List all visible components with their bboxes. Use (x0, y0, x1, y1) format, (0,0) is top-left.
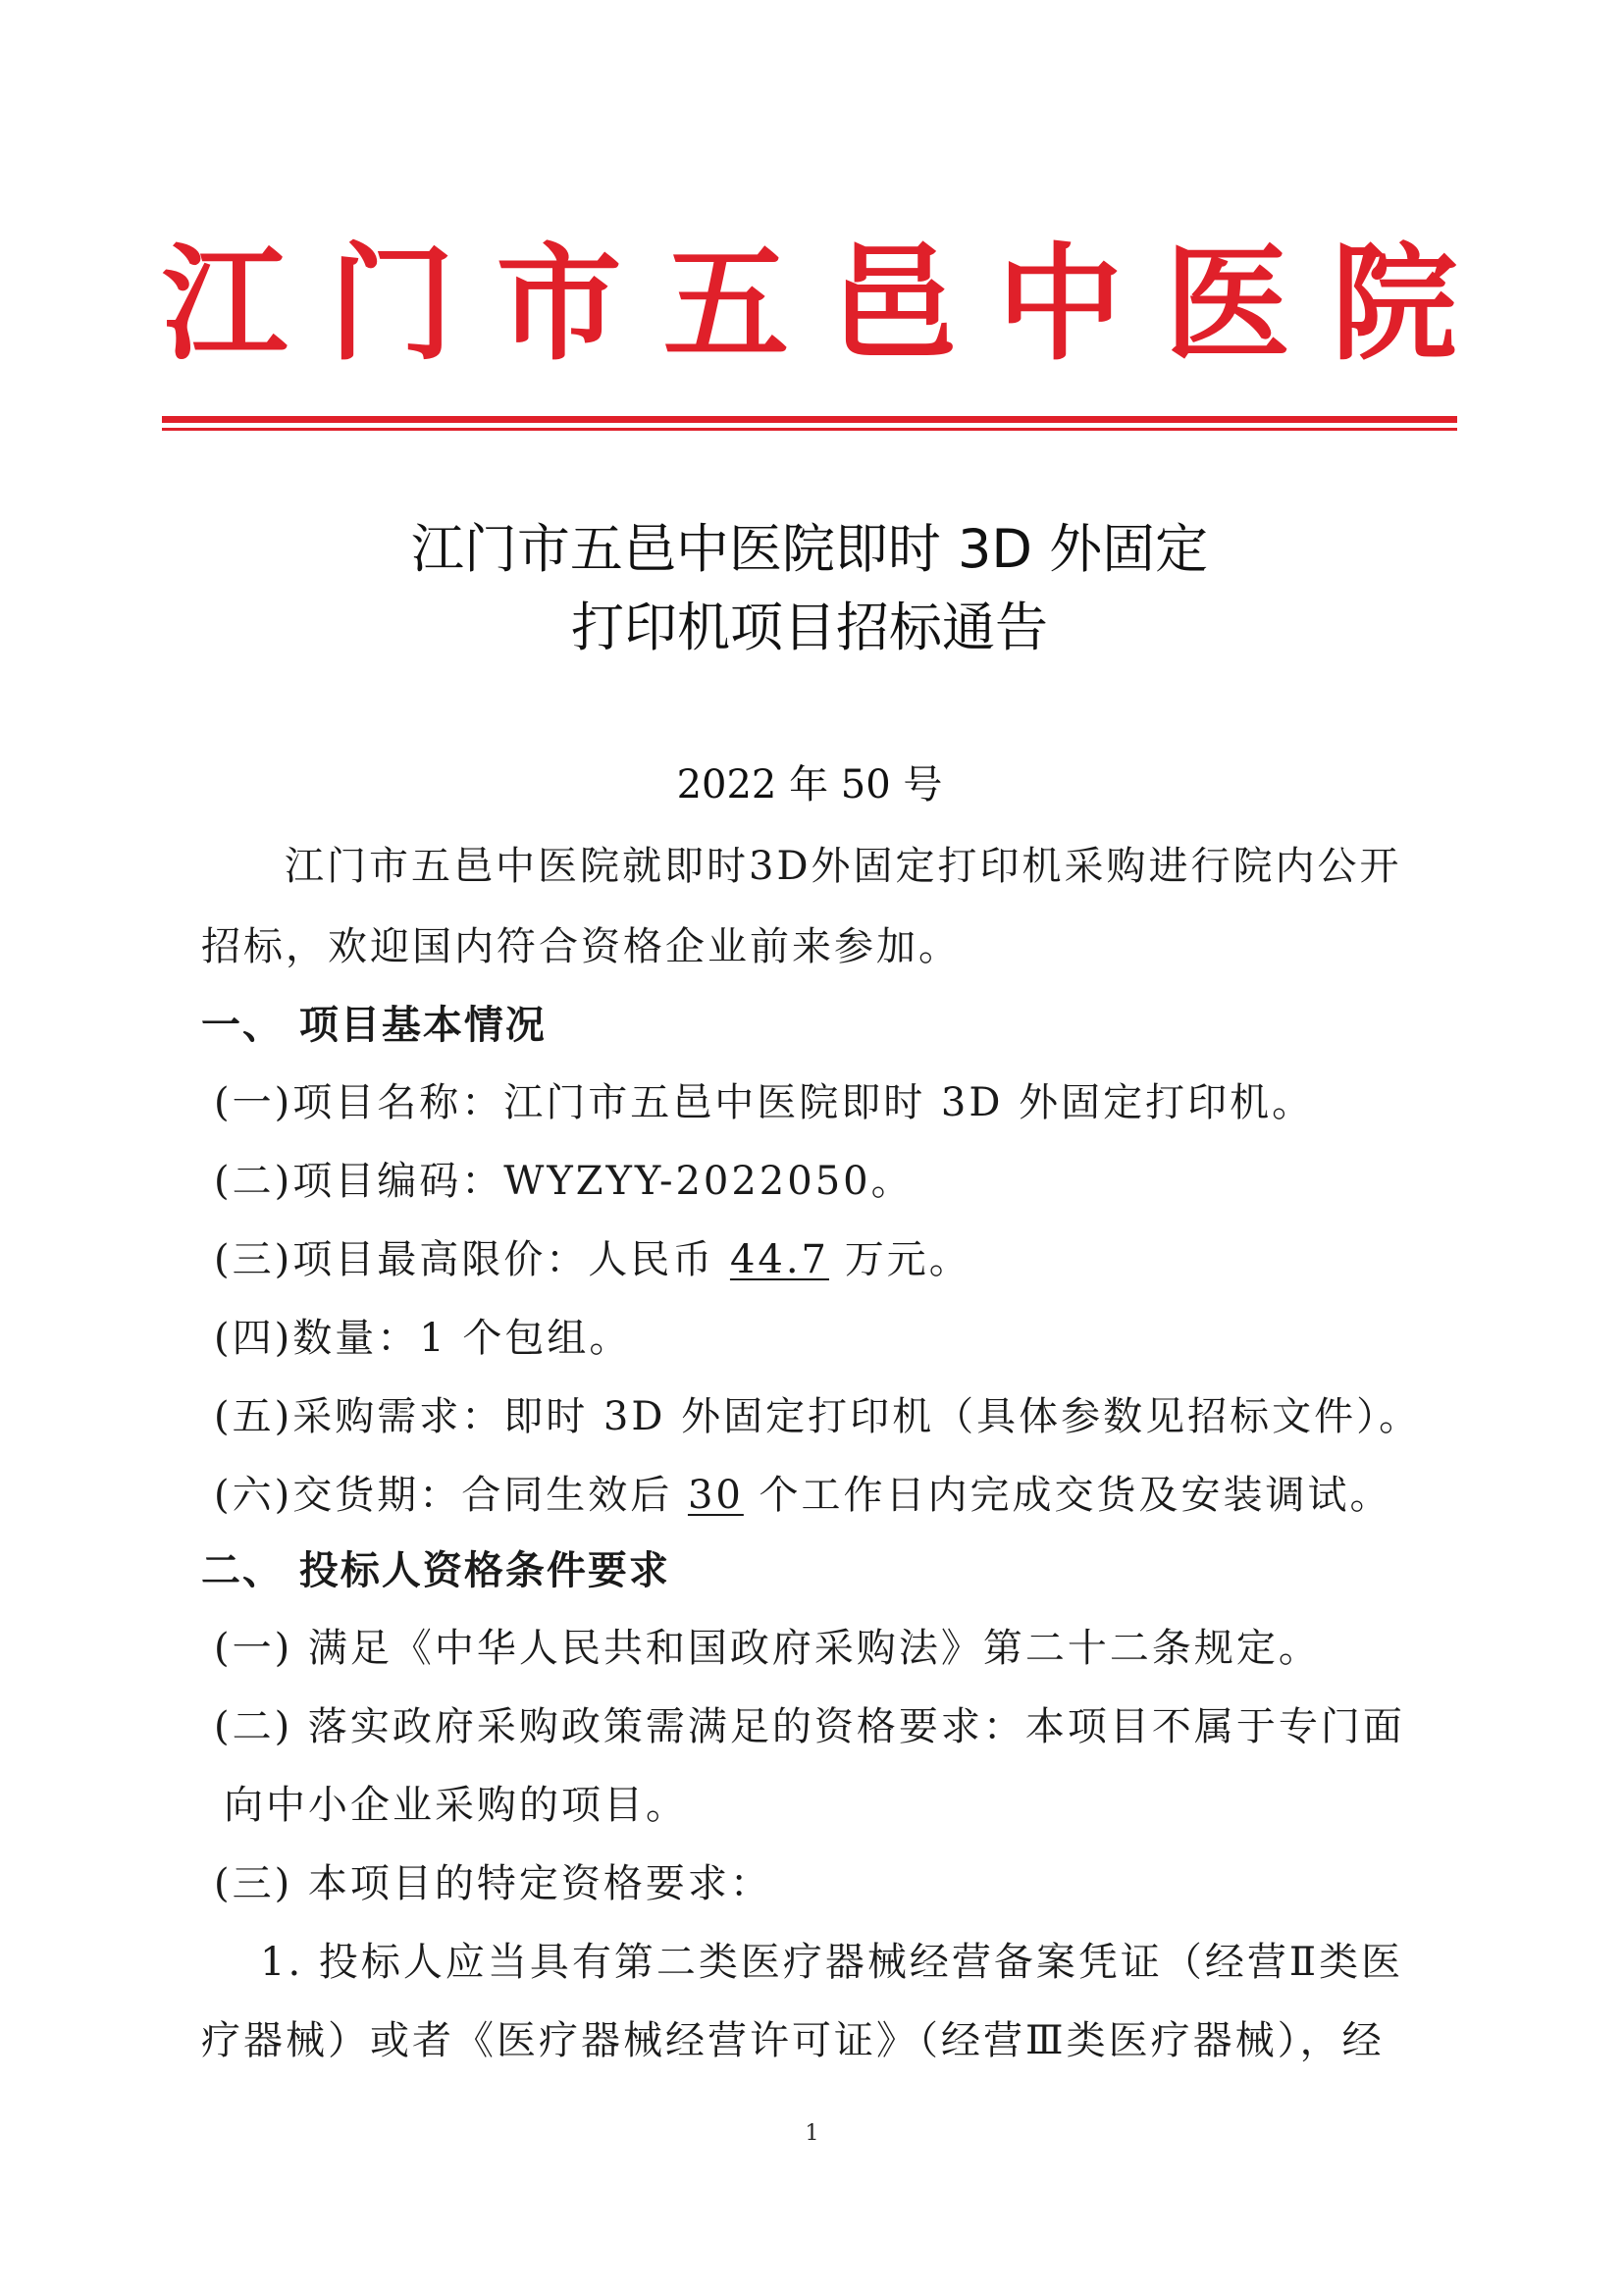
letterhead-char: 中 (997, 231, 1124, 378)
section1-item-1: (一)项目名称：江门市五邑中医院即时 3D 外固定打印机。 (214, 1080, 1315, 1125)
letterhead-char: 市 (496, 231, 622, 378)
document-title-line-2: 打印机项目招标通告 (571, 597, 1048, 658)
letterhead-rule-thin (162, 428, 1457, 431)
letterhead-char: 邑 (830, 231, 957, 378)
intro-paragraph-line-2: 招标，欢迎国内符合资格企业前来参加。 (201, 924, 961, 969)
section-heading-1: 一、 项目基本情况 (201, 1003, 547, 1048)
letterhead-char: 院 (1331, 231, 1457, 378)
section2-item-3: (三) 本项目的特定资格要求： (214, 1861, 772, 1906)
section1-item-2: (二)项目编码：WYZYY-2022050。 (214, 1159, 914, 1204)
item-6-prefix: (六)交货期：合同生效后 (214, 1473, 688, 1518)
section-heading-2: 二、 投标人资格条件要求 (201, 1548, 670, 1593)
delivery-days-value: 30 (687, 1473, 744, 1518)
section1-item-6 (214, 1468, 1392, 1523)
item-3-suffix: 万元。 (829, 1237, 971, 1282)
page-number: 1 (805, 2121, 819, 2146)
letterhead-char: 医 (1164, 231, 1290, 378)
section2-item-2-line-1: (二) 落实政府采购政策需满足的资格要求：本项目不属于专门面 (214, 1704, 1405, 1749)
section1-item-4: (四)数量：1 个包组。 (214, 1316, 632, 1361)
intro-paragraph-line-1: 江门市五邑中医院就即时3D外固定打印机采购进行院内公开 (285, 844, 1402, 889)
section2-item-2-line-2: 向中小企业采购的项目。 (224, 1783, 688, 1828)
item-3-prefix: (三)项目最高限价：人民币 (214, 1237, 730, 1282)
section1-item-5: (五)采购需求：即时 3D 外固定打印机（具体参数见招标文件）。 (214, 1394, 1422, 1439)
document-number: 2022 年 50 号 (676, 762, 943, 807)
section1-item-3 (214, 1232, 971, 1287)
section2-item-3-sub-1-line-2: 疗器械）或者《医疗器械经营许可证》（经营Ⅲ类医疗器械），经 (201, 2018, 1385, 2063)
letterhead-rule-thick (162, 416, 1457, 423)
max-price-value: 44.7 (729, 1237, 829, 1282)
section2-item-1: (一) 满足《中华人民共和国政府采购法》第二十二条规定。 (214, 1626, 1321, 1671)
letterhead-char: 江 (162, 231, 288, 378)
item-6-suffix: 个工作日内完成交货及安装调试。 (743, 1473, 1392, 1518)
section2-item-3-sub-1-line-1: 1. 投标人应当具有第二类医疗器械经营备案凭证（经营Ⅱ类医 (260, 1940, 1404, 1985)
letterhead-char: 门 (329, 231, 455, 378)
letterhead (162, 226, 1457, 383)
letterhead-char: 五 (662, 231, 789, 378)
document-title-line-1: 江门市五邑中医院即时 3D 外固定 (410, 518, 1209, 580)
